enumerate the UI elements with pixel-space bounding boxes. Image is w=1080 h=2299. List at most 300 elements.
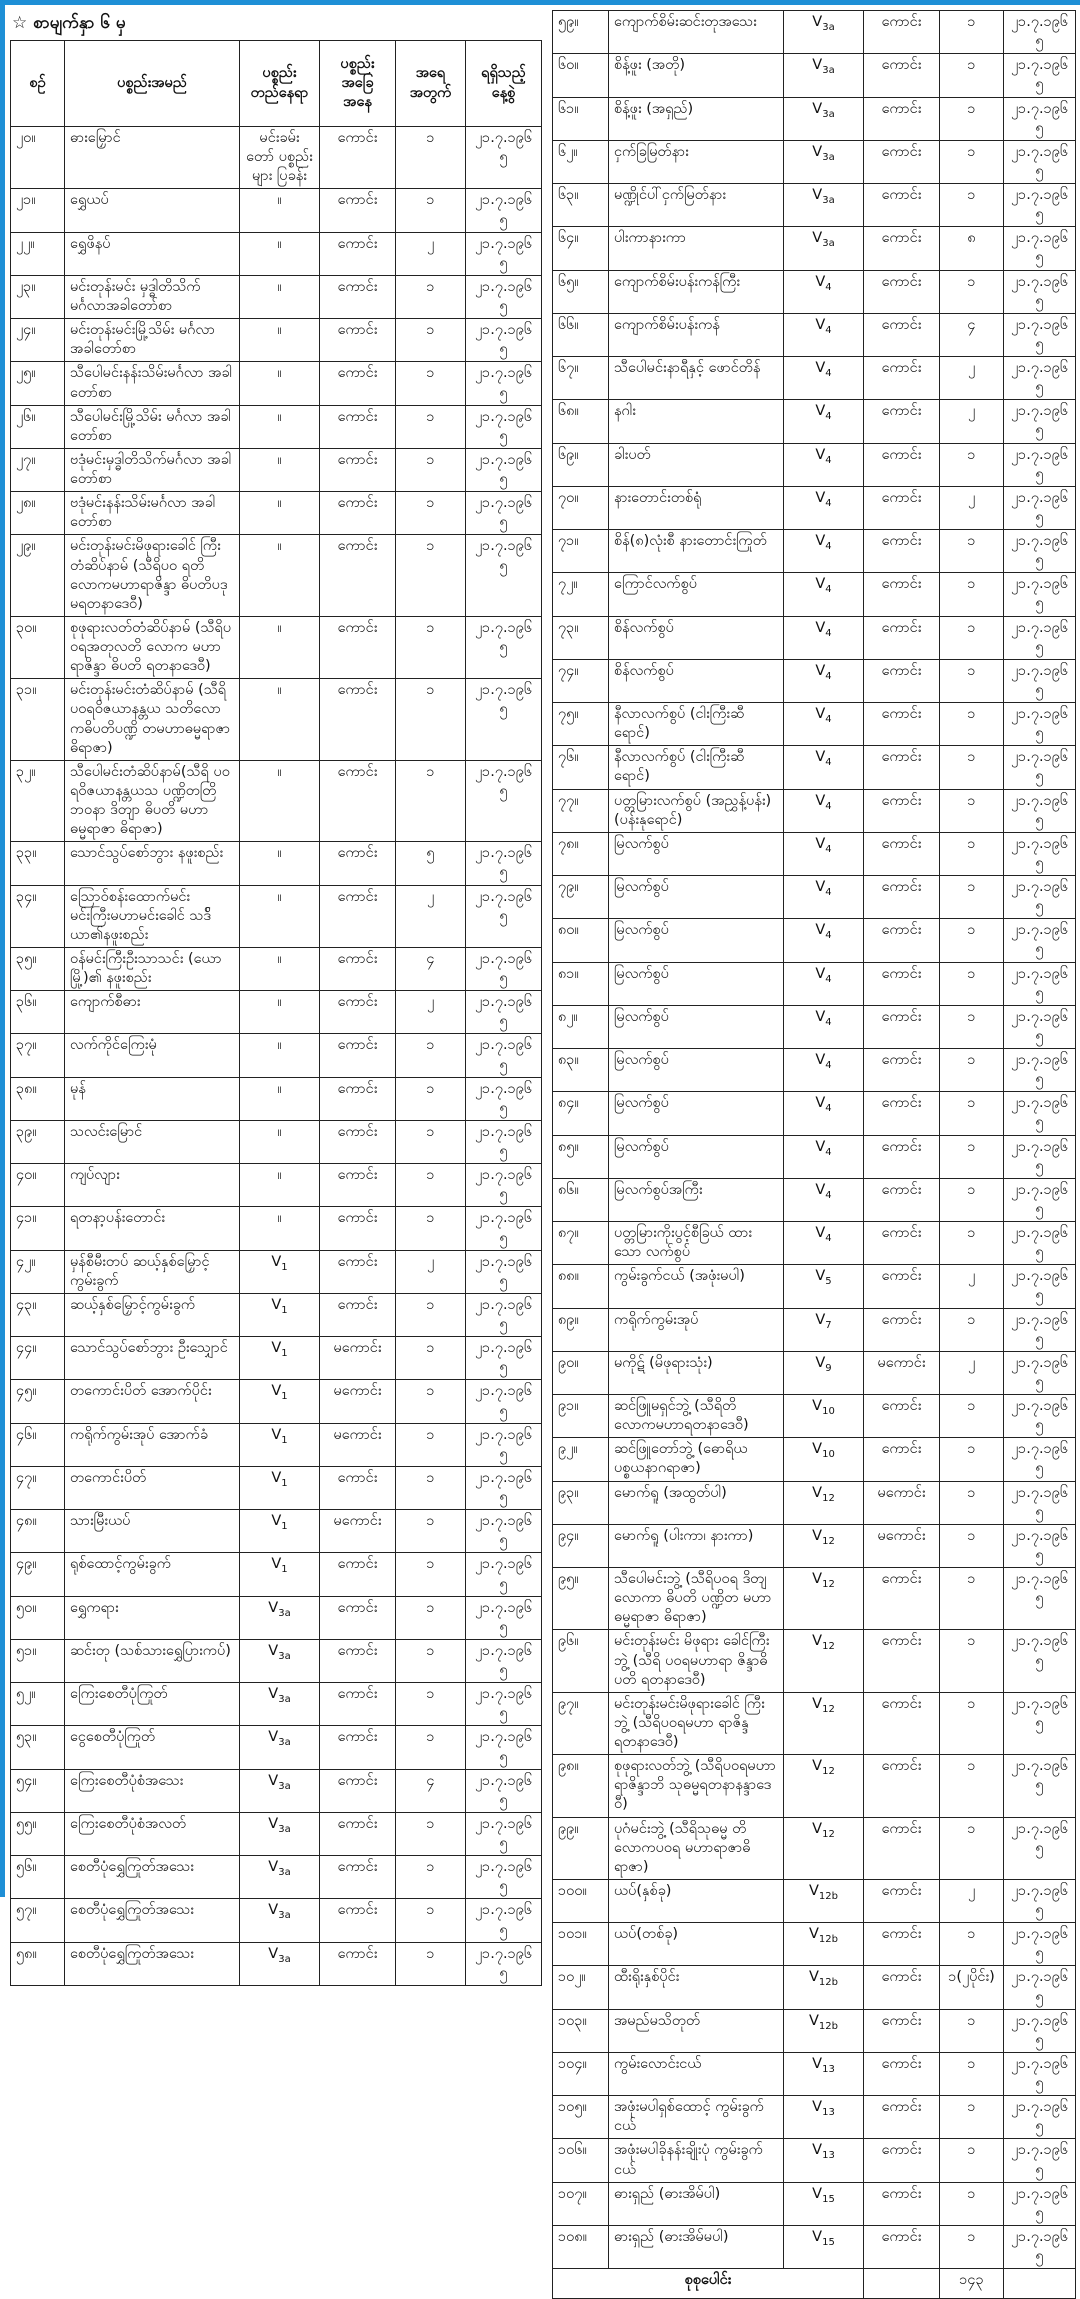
quantity-cell: ၁ [396,1207,466,1250]
location-cell: ။ [240,189,320,232]
quantity-cell: ၁ [396,189,466,232]
item-name-cell: နဂါး [609,400,784,443]
date-cell: ၂၁.၇.၁၉၆၅ [466,760,542,842]
condition-cell: ကောင်း [320,189,396,232]
item-name-cell: ရွှေဖိနပ် [65,232,240,275]
date-cell: ၂၁.၇.၁၉၆၅ [1004,1005,1076,1048]
condition-cell: ကောင်း [864,140,940,183]
item-name-cell: ရွှေယပ် [65,189,240,232]
quantity-cell: ၁ [940,270,1004,313]
serial-cell: ၅၅။ [11,1812,65,1855]
location-cell: $V_{3a}$ [784,97,864,140]
serial-cell: ၃၇။ [11,1034,65,1077]
date-cell: ၂၁.၇.၁၉၆၅ [466,1466,542,1509]
serial-cell: ၇၉။ [553,876,609,919]
date-cell: ၂၁.၇.၁၉၆၅ [466,1034,542,1077]
quantity-cell: ၁ [940,832,1004,875]
table-row [553,11,1076,54]
quantity-cell: ၁ [940,789,1004,832]
header-condition: ပစ္စည်း အခြေ အနေ [320,41,396,127]
table-row [553,1178,1076,1221]
condition-cell: မကောင်း [320,1337,396,1380]
serial-cell: ၄၂။ [11,1250,65,1293]
serial-cell: ၈၃။ [553,1049,609,1092]
quantity-cell: ၂ [940,1351,1004,1394]
serial-cell: ၉၃။ [553,1481,609,1524]
quantity-cell: ၁ [940,659,1004,702]
table-row [553,1222,1076,1265]
item-name-cell: သြောဝ်စန်းထောက်မင်း မင်းကြီးမဟာမင်းခေါင် သဒ်ိယာ၏နဖူးစည်း [65,885,240,947]
item-name-cell: ပုဂံမင်းဘွဲ့ (သီရိသုဓမ္မ တိလောကပဝရ မဟာရာဇာဓိရာဇာ) [609,1817,784,1879]
table-row [11,362,542,405]
serial-cell: ၈၈။ [553,1265,609,1308]
condition-cell: ကောင်း [320,1164,396,1207]
item-name-cell: သီပေါမင်းဘွဲ့ (သီရိပဝရ ဒိတျလောကာ ဓိပတိ ပဏ္ဍိတ မဟာဓမ္မရာဇာ ဓိရာဇာ) [609,1568,784,1630]
item-name-cell: ကျောက်စိမ်းပန်းကန်ကြီး [609,270,784,313]
condition-cell: ကောင်း [864,616,940,659]
location-cell: $V_{3a}$ [784,184,864,227]
condition-cell: ကောင်း [864,1966,940,2009]
item-name-cell: သီပေါမင်းတံဆိပ်နာမ်(သီရိ ပဝရဝိဇယာနန္တယသ ပဏ္ဍိတတြိဘဝနာ ဒိတျာ ဓိပတိ မဟာဓမ္မရာဇာ ဓိရာဇာ) [65,760,240,842]
item-name-cell: ဆယ့်နှစ်မြှောင့်ကွမ်းခွက် [65,1293,240,1336]
location-cell: $V_{3a}$ [784,11,864,54]
serial-cell: ၉၅။ [553,1568,609,1630]
date-cell: ၂၁.၇.၁၉၆၅ [1004,1049,1076,1092]
serial-cell: ၉၁။ [553,1395,609,1438]
item-name-cell: မင်းတုန်းမင်းမိဖုရားခေါင် ကြီးတံဆိပ်နာမ် (သီရိပဝ ရတိလောကမဟာရာဇိန္ဒာ ဓိပတိပဒုမရတနာဒေဝီ) [65,535,240,617]
condition-cell: ကောင်း [864,486,940,529]
location-cell: $V_4$ [784,1005,864,1048]
quantity-cell: ၁ [396,127,466,189]
date-cell: ၂၁.၇.၁၉၆၅ [466,189,542,232]
condition-cell: ကောင်း [320,1120,396,1163]
condition-cell: ကောင်း [864,2009,940,2052]
table-row [553,832,1076,875]
serial-cell: ၃၅။ [11,947,65,990]
condition-cell: ကောင်း [864,357,940,400]
serial-cell: ၇၄။ [553,659,609,702]
date-cell: ၂၁.၇.၁၉၆၅ [466,492,542,535]
item-name-cell: သလင်းမြောင် [65,1120,240,1163]
condition-cell: ကောင်း [320,362,396,405]
condition-cell: ကောင်း [864,1692,940,1754]
table-row [553,1923,1076,1966]
item-name-cell: မြလက်စွပ် [609,832,784,875]
location-cell: $V_1$ [240,1423,320,1466]
location-cell: $V_4$ [784,703,864,746]
serial-cell: ၈၅။ [553,1135,609,1178]
table-row [553,1755,1076,1817]
serial-cell: ၂၉။ [11,535,65,617]
date-cell: ၂၁.၇.၁၉၆၅ [1004,1395,1076,1438]
quantity-cell: ၂ [940,400,1004,443]
item-name-cell: ကွမ်းခွက်ငယ် (အဖုံးမပါ) [609,1265,784,1308]
quantity-cell: ၁ [396,1553,466,1596]
date-cell: ၂၁.၇.၁၉၆၅ [1004,357,1076,400]
location-cell: $V_1$ [240,1293,320,1336]
serial-cell: ၂၈။ [11,492,65,535]
header-quantity: အရေ အတွက် [396,41,466,127]
quantity-cell: ၂ [396,991,466,1034]
table-row [11,760,542,842]
condition-cell: ကောင်း [320,1207,396,1250]
location-cell: $V_1$ [240,1466,320,1509]
quantity-cell: ၁ [940,1692,1004,1754]
serial-cell: ၂၂။ [11,232,65,275]
date-cell: ၂၁.၇.၁၉၆၅ [1004,2139,1076,2182]
item-name-cell: ကြောင်လက်စွပ် [609,573,784,616]
condition-cell: ကောင်း [320,1250,396,1293]
table-row [11,1726,542,1769]
location-cell: $V_5$ [784,1265,864,1308]
item-name-cell: ဗဒုံမင်းနန်းသိမ်းမင်္ဂလာ အခါတော်စာ [65,492,240,535]
location-cell: ။ [240,275,320,318]
item-name-cell: မြလက်စွပ် [609,1049,784,1092]
date-cell: ၂၁.၇.၁၉၆၅ [466,275,542,318]
total-value: ၁၄၃ [940,2269,1004,2299]
quantity-cell: ၂ [396,232,466,275]
item-name-cell: ကျောက်စီဓား [65,991,240,1034]
condition-cell: ကောင်း [320,1683,396,1726]
location-cell: $V_1$ [240,1380,320,1423]
serial-cell: ၅၇။ [11,1899,65,1942]
quantity-cell: ၄ [396,1769,466,1812]
table-row [553,1817,1076,1879]
location-cell: $V_{12}$ [784,1630,864,1692]
location-cell: ။ [240,319,320,362]
serial-cell: ၂၁။ [11,189,65,232]
table-row [11,885,542,947]
total-row [553,2269,1076,2299]
location-cell: $V_7$ [784,1308,864,1351]
item-name-cell: မင်းတုန်းမင်းမြို့သိမ်း မင်္ဂလာအခါတော်စာ [65,319,240,362]
table-row [553,789,1076,832]
quantity-cell: ၄ [396,947,466,990]
item-name-cell: ရတနာ့ပန်းတောင်း [65,1207,240,1250]
table-row [11,448,542,491]
header-location: ပစ္စည်း တည်နေရာ [240,41,320,127]
item-name-cell: ရွှေကရား [65,1596,240,1639]
item-name-cell: မြလက်စွပ် [609,1135,784,1178]
quantity-cell: ၁ [396,1856,466,1899]
table-row [11,1899,542,1942]
condition-cell: ကောင်း [864,789,940,832]
item-name-cell: ကျောက်စိမ်းပန်းကန် [609,313,784,356]
serial-cell: ၉၈။ [553,1755,609,1817]
left-inventory-table [10,40,542,1986]
location-cell: ။ [240,1164,320,1207]
serial-cell: ၅၁။ [11,1639,65,1682]
quantity-cell: ၁ [940,2225,1004,2268]
serial-cell: ၇၆။ [553,746,609,789]
serial-cell: ၅၂။ [11,1683,65,1726]
quantity-cell: ၁ [940,2139,1004,2182]
table-row [553,962,1076,1005]
quantity-cell: ၁ [940,573,1004,616]
date-cell: ၂၁.၇.၁၉၆၅ [466,405,542,448]
location-cell: $V_{3a}$ [240,1726,320,1769]
item-name-cell: ဗဒုံမင်းမှဒ္ဓါတိသိက်မင်္ဂလာ အခါတော်စာ [65,448,240,491]
location-cell: ။ [240,362,320,405]
quantity-cell: ၁ [396,319,466,362]
serial-cell: ၇၅။ [553,703,609,746]
condition-cell: ကောင်း [864,832,940,875]
serial-cell: ၈၄။ [553,1092,609,1135]
quantity-cell: ၁ [940,703,1004,746]
page-title: ☆ စာမျက်နှာ ၆ မှ [12,13,126,33]
condition-cell: ကောင်း [864,2182,940,2225]
table-row [11,492,542,535]
quantity-cell: ၁ [940,962,1004,1005]
serial-cell: ၆၆။ [553,313,609,356]
location-cell: $V_4$ [784,443,864,486]
location-cell: ။ [240,405,320,448]
item-name-cell: မြလက်စွပ် [609,962,784,1005]
location-cell: $V_4$ [784,789,864,832]
location-cell: $V_{13}$ [784,2139,864,2182]
date-cell: ၂၁.၇.၁၉၆၅ [466,991,542,1034]
condition-cell: ကောင်း [320,275,396,318]
table-row [553,1692,1076,1754]
serial-cell: ၆၂။ [553,140,609,183]
serial-cell: ၇၁။ [553,530,609,573]
table-row [553,530,1076,573]
item-name-cell: ကျပ်လျား [65,1164,240,1207]
item-name-cell: မင်းတုန်းမင်း မှဒ္ဓါတိသိက် မင်္ဂလာအခါတော်စာ [65,275,240,318]
item-name-cell: အမည်မသိတုတ် [609,2009,784,2052]
condition-cell: ကောင်း [864,1265,940,1308]
date-cell: ၂၁.၇.၁၉၆၅ [1004,54,1076,97]
serial-cell: ၆၈။ [553,400,609,443]
serial-cell: ၇၈။ [553,832,609,875]
table-row [553,1135,1076,1178]
date-cell: ၂၁.၇.၁၉၆၅ [1004,2182,1076,2225]
date-cell: ၂၁.၇.၁၉၆၅ [1004,400,1076,443]
condition-cell: ကောင်း [320,947,396,990]
quantity-cell: ၁ [396,1596,466,1639]
table-row [553,746,1076,789]
table-row [553,1395,1076,1438]
serial-cell: ၃၀။ [11,616,65,678]
location-cell: ။ [240,760,320,842]
quantity-cell: ၁ [396,1639,466,1682]
condition-cell: ကောင်း [320,1077,396,1120]
condition-cell: ကောင်း [320,1726,396,1769]
condition-cell: ကောင်း [864,443,940,486]
location-cell: ။ [240,492,320,535]
quantity-cell: ၂ [396,1250,466,1293]
item-name-cell: ကရိုက်ကွမ်းအုပ် [609,1308,784,1351]
serial-cell: ၂၇။ [11,448,65,491]
table-row [553,97,1076,140]
date-cell: ၂၁.၇.၁၉၆၅ [1004,2009,1076,2052]
condition-cell: ကောင်း [320,760,396,842]
location-cell: $V_{3a}$ [240,1596,320,1639]
item-name-cell: မြလက်စွပ် [609,876,784,919]
location-cell: $V_{3a}$ [240,1812,320,1855]
condition-cell: ကောင်း [320,1293,396,1336]
table-row [11,232,542,275]
date-cell: ၂၁.၇.၁၉၆၅ [1004,1966,1076,2009]
condition-cell: ကောင်း [864,1817,940,1879]
date-cell: ၂၁.၇.၁၉၆၅ [466,1164,542,1207]
location-cell: $V_{12b}$ [784,1923,864,1966]
serial-cell: ၆၁။ [553,97,609,140]
date-cell: ၂၁.၇.၁၉၆၅ [1004,11,1076,54]
location-cell: ။ [240,232,320,275]
serial-cell: ၈၇။ [553,1222,609,1265]
date-cell: ၂၁.၇.၁၉၆၅ [1004,97,1076,140]
location-cell: $V_{12}$ [784,1692,864,1754]
date-cell: ၂၁.၇.၁၉၆၅ [1004,789,1076,832]
location-cell: $V_{15}$ [784,2182,864,2225]
total-label: စုစုပေါင်း [553,2269,864,2299]
quantity-cell: ၁ [396,760,466,842]
serial-cell: ၉၂။ [553,1438,609,1481]
item-name-cell: ကြေးစေတီပုံစံအလတ် [65,1812,240,1855]
quantity-cell: ၁ [396,362,466,405]
date-cell: ၂၁.၇.၁၉၆၅ [1004,1351,1076,1394]
date-cell: ၂၁.၇.၁၉၆၅ [1004,530,1076,573]
quantity-cell: ၁ [940,1755,1004,1817]
table-row [553,400,1076,443]
table-row [11,1553,542,1596]
date-cell: ၂၁.၇.၁၉၆၅ [1004,1265,1076,1308]
quantity-cell: ၁ [940,919,1004,962]
serial-cell: ၆၉။ [553,443,609,486]
header-serial: စဉ် [11,41,65,127]
location-cell: $V_{12}$ [784,1568,864,1630]
location-cell: $V_4$ [784,1049,864,1092]
serial-cell: ၈၁။ [553,962,609,1005]
table-row [553,1568,1076,1630]
table-row [553,486,1076,529]
table-row [11,1510,542,1553]
condition-cell: ကောင်း [864,1049,940,1092]
condition-cell: ကောင်း [320,885,396,947]
location-cell: $V_{12}$ [784,1817,864,1879]
condition-cell: မကောင်း [320,1510,396,1553]
serial-cell: ၄၉။ [11,1553,65,1596]
table-row [553,659,1076,702]
table-row [11,1120,542,1163]
date-cell: ၂၁.၇.၁၉၆၅ [466,1250,542,1293]
table-row [553,1308,1076,1351]
location-cell: $V_{3a}$ [240,1856,320,1899]
condition-cell: ကောင်း [320,1769,396,1812]
location-cell: ။ [240,535,320,617]
location-cell: ။ [240,842,320,885]
condition-cell: ကောင်း [320,319,396,362]
table-row [553,1438,1076,1481]
date-cell: ၂၁.၇.၁၉၆၅ [1004,1481,1076,1524]
item-name-cell: တကောင်းပိတ် အောက်ပိုင်း [65,1380,240,1423]
total-empty-cell [864,2269,940,2299]
quantity-cell: ၁ [940,11,1004,54]
serial-cell: ၄၈။ [11,1510,65,1553]
item-name-cell: ငှက်ခြမြတ်နား [609,140,784,183]
location-cell: $V_{3a}$ [240,1639,320,1682]
table-row [553,1879,1076,1922]
serial-cell: ၉၆။ [553,1630,609,1692]
table-row [11,1812,542,1855]
serial-cell: ၄၇။ [11,1466,65,1509]
serial-cell: ၄၁။ [11,1207,65,1250]
condition-cell: ကောင်း [320,679,396,761]
date-cell: ၂၁.၇.၁၉၆၅ [1004,746,1076,789]
date-cell: ၂၁.၇.၁၉၆၅ [466,448,542,491]
date-cell: ၂၁.၇.၁၉၆၅ [1004,659,1076,702]
quantity-cell: ၁ [396,1380,466,1423]
total-empty-cell [1004,2269,1076,2299]
quantity-cell: ၁ [940,97,1004,140]
condition-cell: ကောင်း [864,2052,940,2095]
quantity-cell: ၁ [940,1817,1004,1879]
quantity-cell: ၈ [940,227,1004,270]
quantity-cell: ၁ [940,2009,1004,2052]
location-cell: ။ [240,885,320,947]
date-cell: ၂၁.၇.၁၉၆၅ [1004,184,1076,227]
item-name-cell: ယပ်(တစ်ခု) [609,1923,784,1966]
location-cell: ။ [240,1034,320,1077]
condition-cell: ကောင်း [864,573,940,616]
quantity-cell: ၁ [396,616,466,678]
date-cell: ၂၁.၇.၁၉၆၅ [1004,1222,1076,1265]
item-name-cell: မောက်ရူ (ပါးကာ၊ နားကာ) [609,1524,784,1567]
date-cell: ၂၁.၇.၁၉၆၅ [1004,919,1076,962]
condition-cell: ကောင်း [864,1438,940,1481]
quantity-cell: ၁ [396,1423,466,1466]
quantity-cell: ၁ [940,1524,1004,1567]
header-received-date: ရရှိသည့် နေ့စွဲ [466,41,542,127]
condition-cell: ကောင်း [864,1222,940,1265]
table-row [11,1337,542,1380]
date-cell: ၂၁.၇.၁၉၆၅ [1004,1135,1076,1178]
table-row [553,573,1076,616]
date-cell: ၂၁.၇.၁၉၆၅ [466,1596,542,1639]
location-cell: $V_4$ [784,876,864,919]
quantity-cell: ၁ [396,275,466,318]
date-cell: ၂၁.၇.၁၉၆၅ [466,1510,542,1553]
item-name-cell: မကိုဋ် (မိဖုရားသုံး) [609,1351,784,1394]
item-name-cell: ဆင်းတု (သစ်သားရွှေပြားကပ်) [65,1639,240,1682]
quantity-cell: ၁ [396,1077,466,1120]
item-name-cell: မုန် [65,1077,240,1120]
condition-cell: ကောင်း [864,1092,940,1135]
item-name-cell: မောက်ရူ (အထွတ်ပါ) [609,1481,784,1524]
condition-cell: ကောင်း [864,1135,940,1178]
serial-cell: ၉၀။ [553,1351,609,1394]
quantity-cell: ၁ [940,530,1004,573]
table-row [11,275,542,318]
table-row [11,1769,542,1812]
serial-cell: ၉၉။ [553,1817,609,1879]
table-row [553,876,1076,919]
table-row [553,1049,1076,1092]
condition-cell: ကောင်း [320,535,396,617]
condition-cell: ကောင်း [864,400,940,443]
table-row [11,1293,542,1336]
serial-cell: ၃၄။ [11,885,65,947]
serial-cell: ၅၉။ [553,11,609,54]
table-row [553,443,1076,486]
table-row [11,1466,542,1509]
item-name-cell: စေတီပုံရွှေကြုတ်အသေး [65,1942,240,1985]
date-cell: ၂၁.၇.၁၉၆၅ [1004,1438,1076,1481]
table-row [553,1092,1076,1135]
location-cell: $V_{13}$ [784,2052,864,2095]
location-cell: $V_4$ [784,270,864,313]
